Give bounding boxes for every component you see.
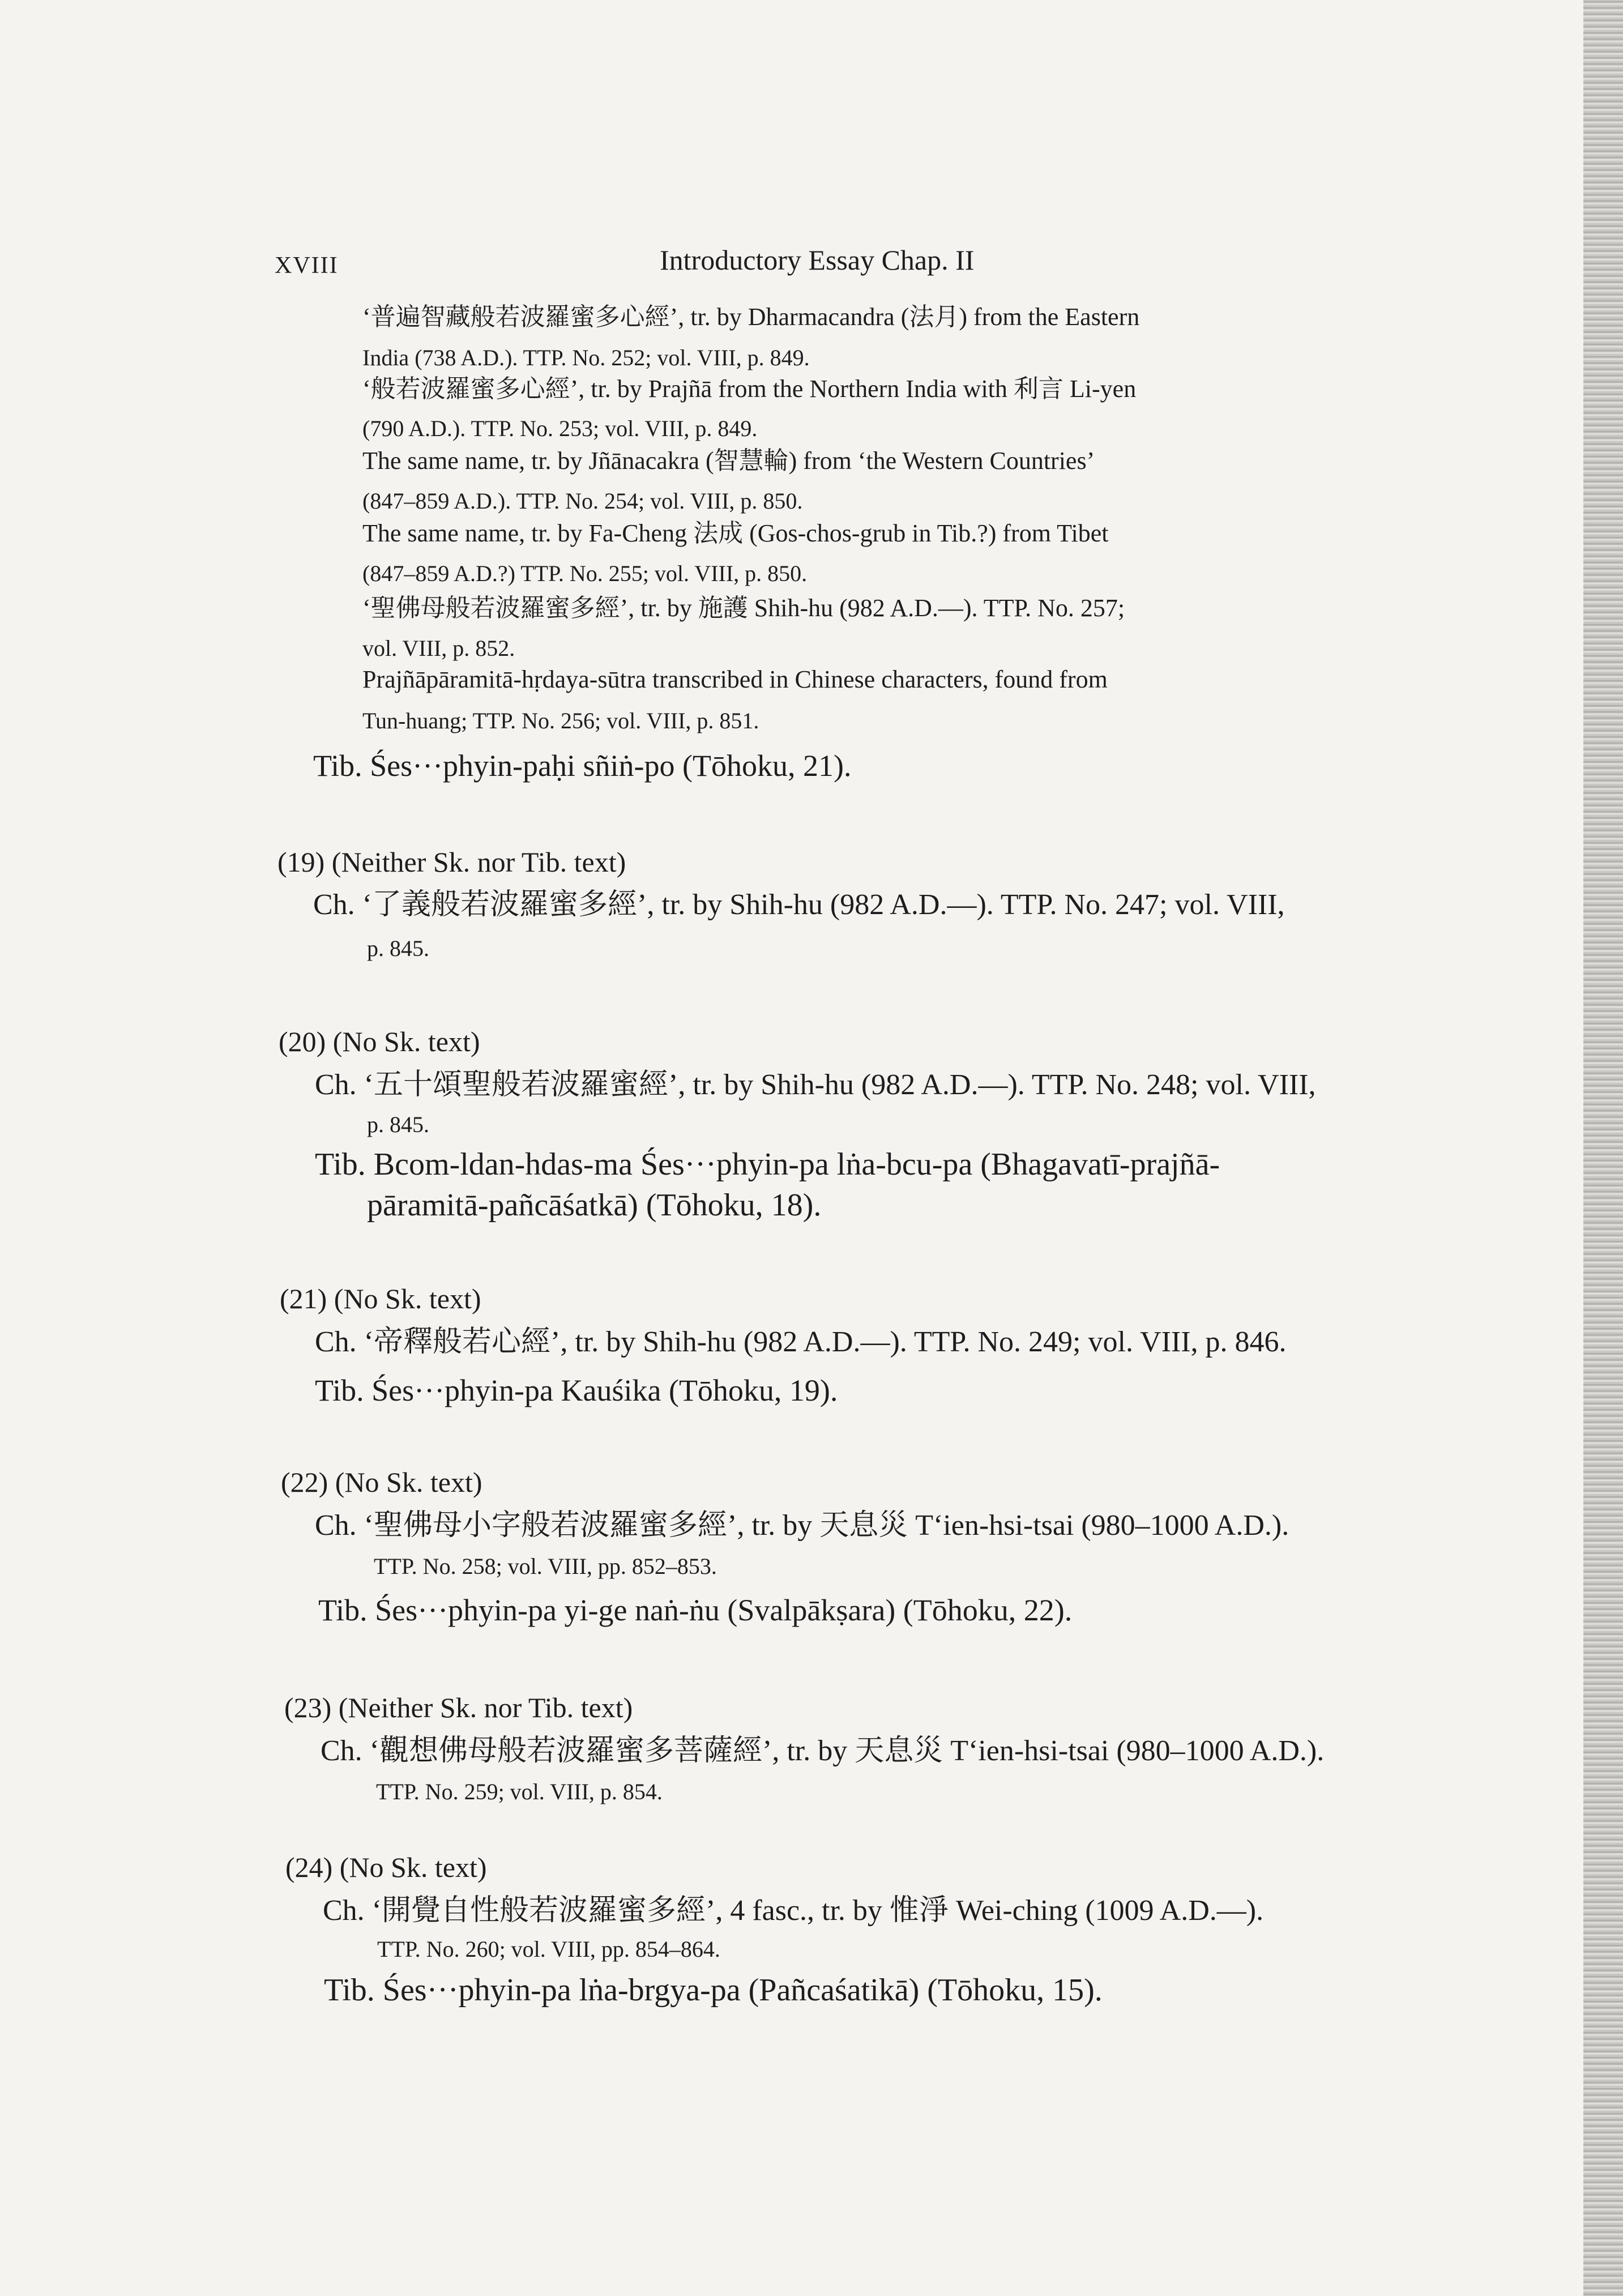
entry-heading: (20) (No Sk. text)	[279, 1026, 480, 1057]
text-line: Tun-huang; TTP. No. 256; vol. VIII, p. 851.	[362, 708, 759, 733]
text-line: (790 A.D.). TTP. No. 253; vol. VIII, p. 849.	[362, 416, 758, 441]
page-edge-shadow	[1583, 0, 1623, 2296]
text-line: Tib. Śes···phyin-pa lṅa-brgya-pa (Pañcaśatikā) (Tōhoku, 15).	[324, 1973, 1103, 2008]
text-line: p. 845.	[367, 936, 429, 961]
text-line: Ch. ‘聖佛母小字般若波羅蜜多經’, tr. by 天息災 T‘ien-hsi-tsai (980–1000 A.D.).	[315, 1509, 1289, 1542]
text-line: Ch. ‘帝釋般若心經’, tr. by Shih-hu (982 A.D.—). TTP. No. 249; vol. VIII, p. 846.	[315, 1326, 1287, 1358]
text-line: Ch. ‘了義般若波羅蜜多經’, tr. by Shih-hu (982 A.D.—). TTP. No. 247; vol. VIII,	[313, 889, 1285, 921]
entry-heading: (19) (Neither Sk. nor Tib. text)	[277, 846, 626, 878]
text-line: TTP. No. 258; vol. VIII, pp. 852–853.	[374, 1554, 717, 1579]
running-title: Introductory Essay Chap. II	[660, 244, 975, 276]
page-number: XVIII	[275, 253, 339, 279]
text-line: pāramitā-pañcāśatkā) (Tōhoku, 18).	[367, 1188, 822, 1223]
text-line: Ch. ‘觀想佛母般若波羅蜜多菩薩經’, tr. by 天息災 T‘ien-hsi-tsai (980–1000 A.D.).	[321, 1735, 1325, 1767]
text-line: The same name, tr. by Jñānacakra (智慧輪) from ‘the Western Countries’	[362, 447, 1095, 475]
text-line: TTP. No. 259; vol. VIII, p. 854.	[376, 1779, 663, 1804]
text-line: TTP. No. 260; vol. VIII, pp. 854–864.	[377, 1936, 720, 1962]
text-line: ‘聖佛母般若波羅蜜多經’, tr. by 施護 Shih-hu (982 A.D.—). TTP. No. 257;	[362, 594, 1125, 622]
text-line: ‘普遍智藏般若波羅蜜多心經’, tr. by Dharmacandra (法月) from the Eastern	[362, 303, 1140, 331]
text-line: Tib. Śes···phyin-paḥi sñiṅ-po (Tōhoku, 21).	[313, 749, 852, 783]
entry-heading: (22) (No Sk. text)	[281, 1466, 482, 1498]
entry-heading: (21) (No Sk. text)	[280, 1283, 481, 1315]
text-line: Tib. Śes···phyin-pa Kauśika (Tōhoku, 19).	[315, 1373, 838, 1407]
text-line: (847–859 A.D.). TTP. No. 254; vol. VIII, p. 850.	[362, 488, 803, 514]
text-line: Tib. Bcom-ldan-hdas-ma Śes···phyin-pa lṅa-bcu-pa (Bhagavatī-prajñā-	[315, 1147, 1220, 1182]
text-line: The same name, tr. by Fa-Cheng 法成 (Gos-chos-grub in Tib.?) from Tibet	[362, 519, 1109, 547]
text-line: ‘般若波羅蜜多心經’, tr. by Prajñā from the Northern India with 利言 Li-yen	[362, 375, 1137, 403]
entry-heading: (23) (Neither Sk. nor Tib. text)	[284, 1692, 633, 1723]
text-line: Ch. ‘五十頌聖般若波羅蜜經’, tr. by Shih-hu (982 A.D.—). TTP. No. 248; vol. VIII,	[315, 1069, 1316, 1101]
text-line: (847–859 A.D.?) TTP. No. 255; vol. VIII, p. 850.	[362, 561, 808, 586]
text-line: p. 845.	[367, 1112, 429, 1137]
text-line: India (738 A.D.). TTP. No. 252; vol. VIII, p. 849.	[362, 345, 810, 370]
text-line: vol. VIII, p. 852.	[362, 635, 515, 661]
text-line: Ch. ‘開覺自性般若波羅蜜多經’, 4 fasc., tr. by 惟淨 Wei-ching (1009 A.D.—).	[323, 1894, 1264, 1927]
text-line: Tib. Śes···phyin-pa yi-ge naṅ-ṅu (Svalpākṣara) (Tōhoku, 22).	[318, 1593, 1073, 1627]
text-line: Prajñāpāramitā-hṛdaya-sūtra transcribed in Chinese characters, found from	[362, 665, 1108, 693]
entry-heading: (24) (No Sk. text)	[285, 1851, 487, 1883]
